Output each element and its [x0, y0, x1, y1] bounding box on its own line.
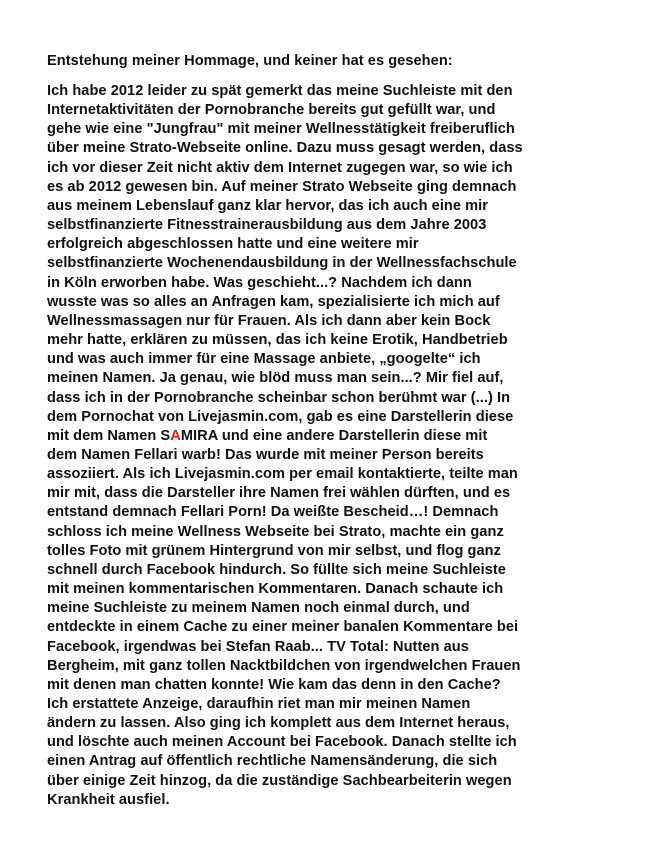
paragraph-line: ich vor dieser Zeit nicht aktiv dem Internet zugegen war, so wie ich — [47, 159, 513, 176]
paragraph-line: meinen Namen. Ja genau, wie blöd muss man sein...? Mir fiel auf, — [47, 370, 504, 387]
paragraph-line: aus meinem Lebenslauf ganz klar hervor, das ich auch eine mir — [47, 197, 489, 214]
paragraph-line: mehr hatte, erklären zu müssen, das ich keine Erotik, Handbetrieb — [47, 332, 508, 349]
paragraph-line: Krankheit ausfiel. — [47, 791, 170, 808]
paragraph-line: Internetaktivitäten der Pornobranche bereits gut gefüllt war, und — [47, 102, 496, 119]
paragraph-line: selbstfinanzierte Fitnesstrainerausbildung aus dem Jahre 2003 — [47, 217, 487, 234]
document — [47, 51, 647, 810]
paragraph-line: schloss ich meine Wellness Webseite bei Strato, machte ein ganz — [47, 523, 504, 540]
line-text-before: mit dem Namen S — [47, 427, 171, 444]
paragraph-line: Facebook, irgendwas bei Stefan Raab... TV Total: Nutten aus — [47, 638, 469, 655]
document-body — [47, 82, 647, 810]
paragraph-line: assoziiert. Als ich Livejasmin.com per email kontaktierte, teilte man — [47, 466, 518, 483]
paragraph-line-with-accent — [47, 427, 647, 446]
paragraph-line: einen Antrag auf öffentlich rechtliche Namensänderung, die sich — [47, 753, 498, 770]
paragraph-line: und was auch immer für eine Massage anbiete, „googelte“ ich — [47, 351, 481, 368]
paragraph-line: wusste was so alles an Anfragen kam, spezialisierte ich mich auf — [47, 293, 500, 310]
highlighted-letter: A — [170, 427, 181, 444]
paragraph-line: über einige Zeit hinzog, da die zuständige Sachbearbeiterin wegen — [47, 772, 512, 789]
paragraph-line: dem Namen Fellari warb! Das wurde mit meiner Person bereits — [47, 446, 484, 463]
paragraph-line: über meine Strato-Webseite online. Dazu muss gesagt werden, dass — [47, 140, 523, 157]
paragraph-line: entstand demnach Fellari Porn! Da weißte Bescheid…! Demnach — [47, 504, 499, 521]
paragraph-line: mir mit, dass die Darsteller ihre Namen frei wählen dürften, und es — [47, 485, 511, 502]
paragraph-line: Ich erstattete Anzeige, daraufhin riet man mir meinen Namen — [47, 696, 471, 712]
paragraph-line: ändern zu lassen. Also ging ich komplett aus dem Internet heraus, — [47, 715, 510, 732]
paragraph-line: meine Suchleiste zu meinem Namen noch einmal durch, und — [47, 600, 470, 617]
line-text-after: MIRA und eine andere Darstellerin diese mit — [180, 427, 488, 444]
paragraph-line: in Köln erworben habe. Was geschieht...? Nachdem ich dann — [47, 274, 472, 291]
paragraph-line: erfolgreich abgeschlossen hatte und eine weitere mir — [47, 236, 419, 253]
paragraph-line: Wellnessmassagen nur für Frauen. Als ich dann aber kein Bock — [47, 312, 491, 329]
paragraph-line: dem Pornochat von Livejasmin.com, gab es eine Darstellerin diese — [47, 408, 514, 425]
paragraph-line: selbstfinanzierte Wochenendausbildung in der Wellnessfachschule — [47, 255, 517, 272]
paragraph-line: es ab 2012 gewesen bin. Auf meiner Strato Webseite ging demnach — [47, 178, 517, 195]
paragraph-line: mit meinen kommentarischen Kommentaren. Danach schaute ich — [47, 581, 504, 598]
paragraph-line: Bergheim, mit ganz tollen Nacktbildchen von irgendwelchen Frauen — [47, 657, 521, 674]
paragraph-line: tolles Foto mit grünem Hintergrund von mir selbst, und flog ganz — [47, 542, 501, 559]
document-heading: Entstehung meiner Hommage, und keiner hat es gesehen: — [47, 53, 453, 69]
paragraph-line: mit denen man chatten konnte! Wie kam das denn in den Cache? — [47, 676, 501, 693]
paragraph-line: und löschte auch meinen Account bei Facebook. Danach stellte ich — [47, 734, 517, 751]
paragraph-line: entdeckte in einem Cache zu einer meiner banalen Kommentare bei — [47, 619, 519, 636]
paragraph-line: schnell durch Facebook hindurch. So füllte sich meine Suchleiste — [47, 561, 506, 578]
paragraph-line: gehe wie eine "Jungfrau" mit meiner Wellnesstätigkeit freiberuflich — [47, 121, 515, 138]
paragraph-line: Ich habe 2012 leider zu spät gemerkt das meine Suchleiste mit den — [47, 83, 513, 99]
paragraph-line: dass ich in der Pornobranche scheinbar schon berühmt war (...) In — [47, 389, 511, 406]
